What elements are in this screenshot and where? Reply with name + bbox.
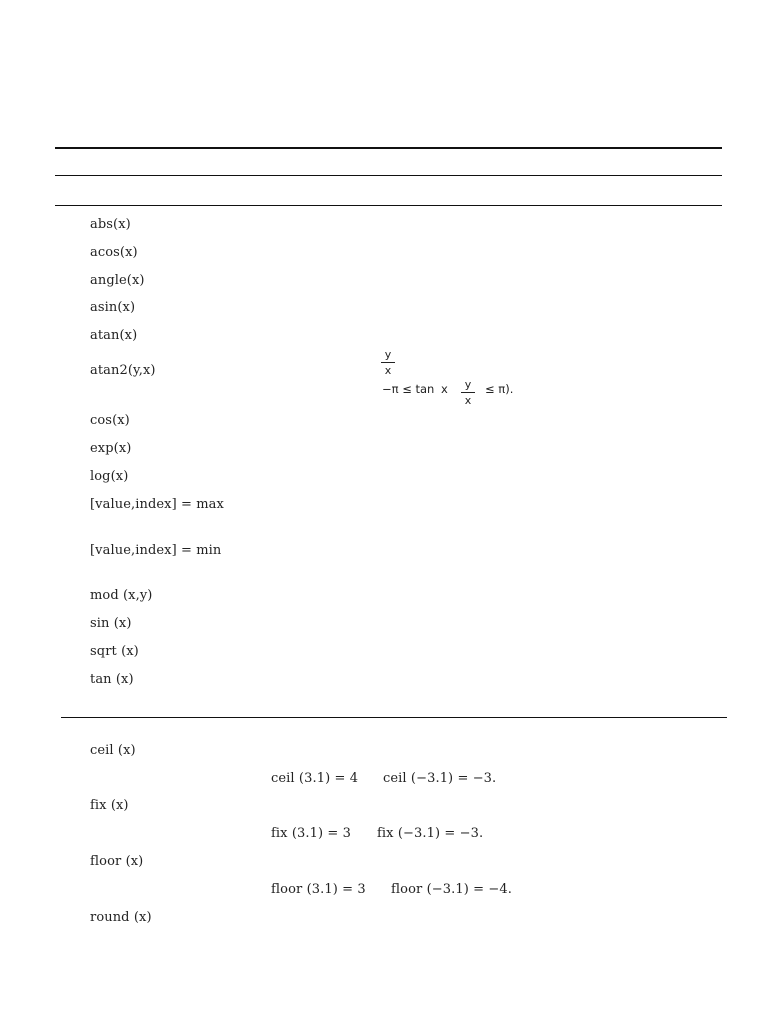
- function-example: ceil (3.1) = 4: [271, 771, 359, 786]
- function-name: fix (x): [90, 798, 129, 813]
- table-section-rule: [55, 205, 722, 206]
- fraction-denominator: x: [464, 394, 472, 407]
- fraction-denominator: x: [384, 364, 392, 377]
- function-example: fix (3.1) = 3: [271, 826, 351, 841]
- function-name: atan(x): [90, 328, 138, 343]
- atan2-range-arg: x: [441, 382, 448, 396]
- function-name: asin(x): [90, 300, 136, 315]
- function-example: fix (−3.1) = −3.: [377, 826, 484, 841]
- function-name: cos(x): [90, 413, 130, 428]
- atan2-fraction-top: [381, 348, 395, 377]
- function-example: floor (3.1) = 3: [271, 882, 366, 897]
- function-name: log(x): [90, 469, 129, 484]
- function-name: angle(x): [90, 273, 145, 288]
- table-header-rule: [55, 175, 722, 176]
- function-example: floor (−3.1) = −4.: [391, 882, 512, 897]
- function-name: [value,index] = max: [90, 497, 224, 512]
- fraction-bar: [381, 362, 395, 363]
- fraction-bar: [461, 392, 475, 393]
- function-name: mod (x,y): [90, 588, 153, 603]
- function-name: acos(x): [90, 245, 138, 260]
- fraction-numerator: y: [384, 348, 392, 361]
- function-example: ceil (−3.1) = −3.: [383, 771, 497, 786]
- function-name: round (x): [90, 910, 152, 925]
- section-divider-rule: [61, 717, 727, 718]
- function-name: [value,index] = min: [90, 543, 222, 558]
- function-name: tan (x): [90, 672, 134, 687]
- function-name: exp(x): [90, 441, 132, 456]
- atan2-range-suffix: ≤ π).: [485, 382, 514, 396]
- atan2-range-prefix: −π ≤ tan: [382, 382, 435, 396]
- function-name: abs(x): [90, 217, 131, 232]
- table-top-rule: [55, 147, 722, 149]
- function-name: sin (x): [90, 616, 132, 631]
- function-name: floor (x): [90, 854, 144, 869]
- fraction-numerator: y: [464, 378, 472, 391]
- function-name: atan2(y,x): [90, 363, 156, 378]
- function-name: ceil (x): [90, 743, 136, 758]
- function-name: sqrt (x): [90, 644, 139, 659]
- atan2-fraction-bottom: [461, 378, 475, 407]
